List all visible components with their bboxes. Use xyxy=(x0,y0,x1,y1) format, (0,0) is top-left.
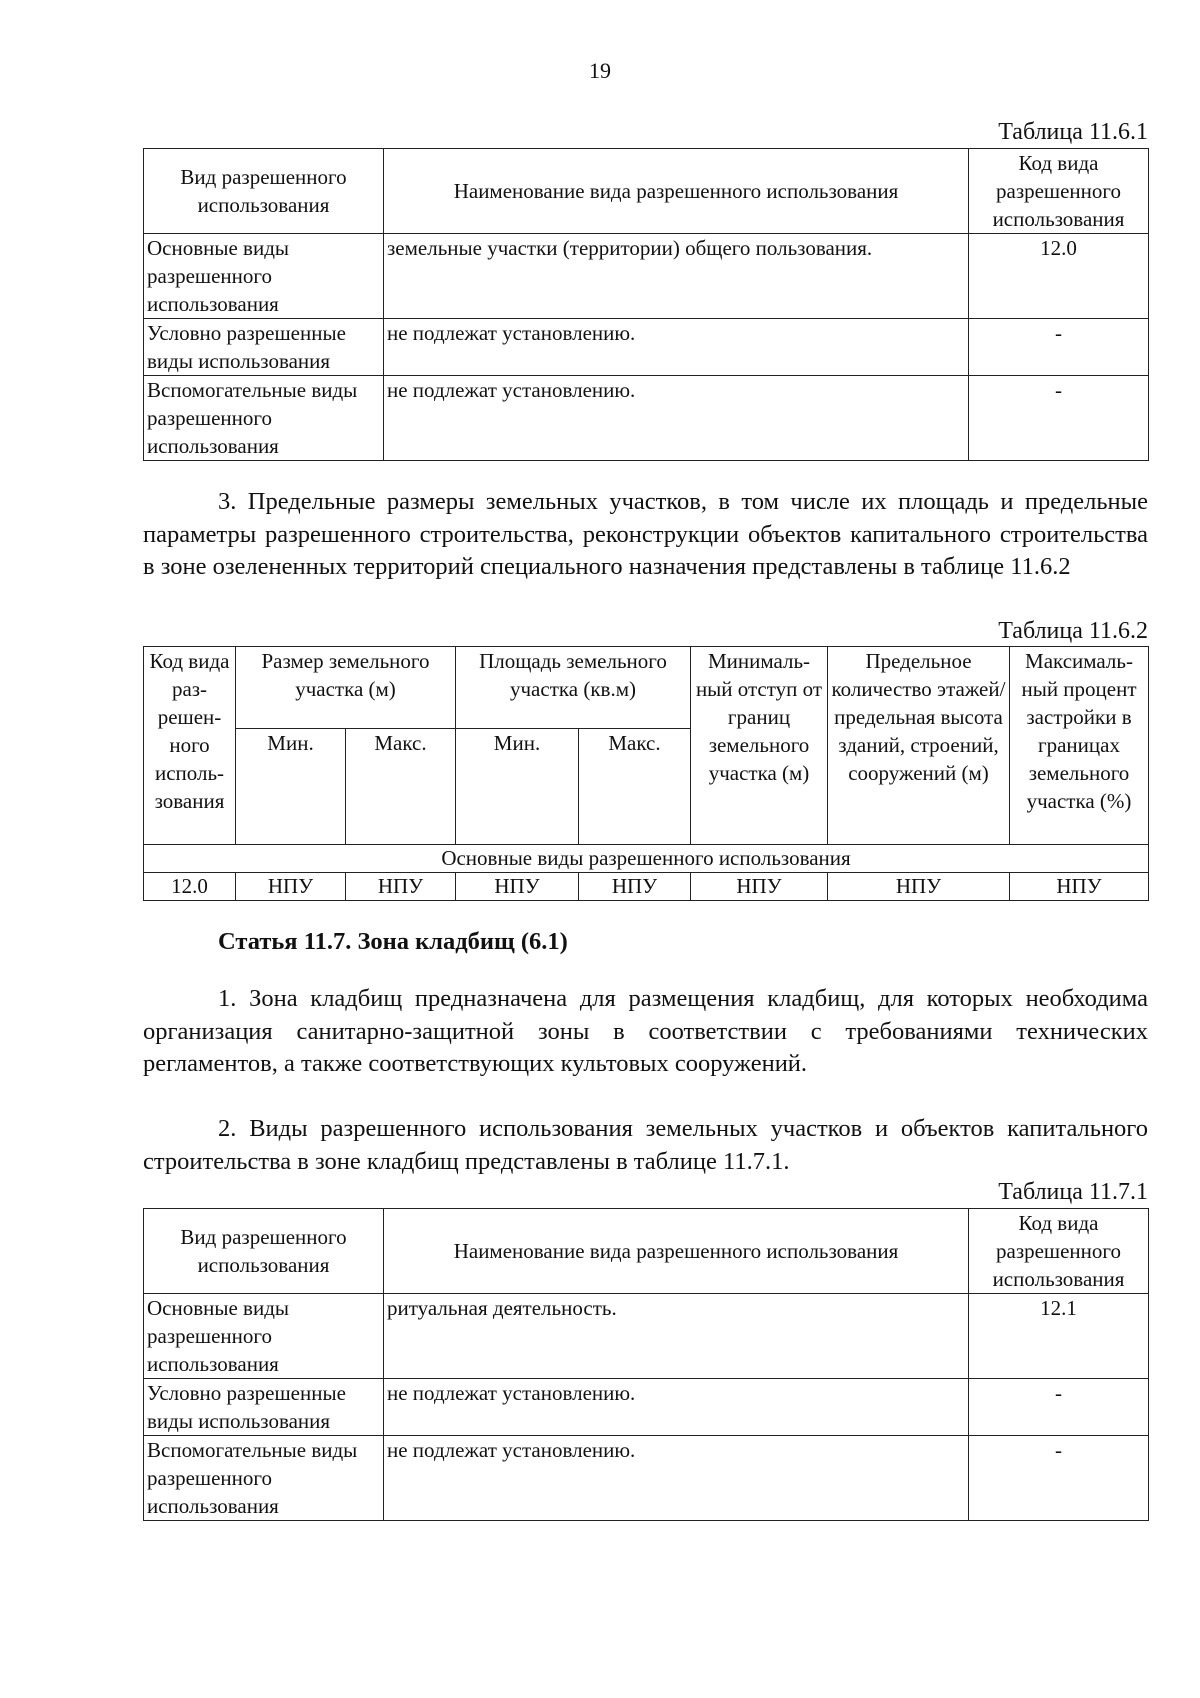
table-11-7-1 xyxy=(143,1208,1149,1521)
table-caption: Таблица 11.7.1 xyxy=(998,1179,1148,1205)
type-cell: Основные виды разрешенного использования xyxy=(144,234,384,319)
header-cell: Вид разрешенного использования xyxy=(144,1209,384,1294)
type-cell: Вспомогательные виды разрешенного использования xyxy=(144,1436,384,1521)
header-cell: Код вида разрешенного использования xyxy=(969,149,1149,234)
table-row xyxy=(144,1294,1149,1379)
header-floors: Предельное количество этажей/ предельная высота зданий, строений, сооружений (м) xyxy=(828,647,1010,845)
name-cell: не подлежат установлению. xyxy=(384,1379,969,1436)
table-11-6-2 xyxy=(143,646,1149,901)
code-cell: - xyxy=(969,1436,1149,1521)
name-cell: не подлежат установлению. xyxy=(384,376,969,461)
code-cell: - xyxy=(969,376,1149,461)
code-cell: 12.0 xyxy=(969,234,1149,319)
table-caption: Таблица 11.6.1 xyxy=(998,119,1148,145)
article-heading: Статья 11.7. Зона кладбищ (6.1) xyxy=(218,928,568,955)
header-cell: Наименование вида разрешенного использования xyxy=(384,1209,969,1294)
header-cell: Вид разрешенного использования xyxy=(144,149,384,234)
code-cell: 12.0 xyxy=(144,873,236,901)
header-max: Макс. xyxy=(579,729,691,845)
code-cell: - xyxy=(969,319,1149,376)
header-setback: Минималь-ный отступ от границ земельного участка (м) xyxy=(691,647,828,845)
name-cell: не подлежат установлению. xyxy=(384,319,969,376)
type-cell: Условно разрешенные виды использования xyxy=(144,1379,384,1436)
table-row xyxy=(144,234,1149,319)
code-cell: 12.1 xyxy=(969,1294,1149,1379)
header-cell: Код вида разрешенного использования xyxy=(969,1209,1149,1294)
header-cell: Наименование вида разрешенного использования xyxy=(384,149,969,234)
code-cell: - xyxy=(969,1379,1149,1436)
value-cell: НПУ xyxy=(1010,873,1149,901)
section-row: Основные виды разрешенного использования xyxy=(144,845,1149,873)
page-number: 19 xyxy=(589,58,611,83)
header-max: Макс. xyxy=(346,729,456,845)
header-min: Мин. xyxy=(456,729,579,845)
type-cell: Условно разрешенные виды использования xyxy=(144,319,384,376)
value-cell: НПУ xyxy=(579,873,691,901)
value-cell: НПУ xyxy=(456,873,579,901)
table-row xyxy=(144,873,1149,901)
header-area: Площадь земельного участка (кв.м) xyxy=(456,647,691,729)
header-code: Код вида раз-решен-ного исполь-зования xyxy=(144,647,236,845)
name-cell: не подлежат установлению. xyxy=(384,1436,969,1521)
paragraph-3: 3. Предельные размеры земельных участков, в том числе их площадь и предельные параметры разрешенного строительства, реконструкции объектов капитального строительства в зоне озелененных территорий специального назначения представлены в таблице 11.6.2 xyxy=(143,488,1148,580)
value-cell: НПУ xyxy=(236,873,346,901)
value-cell: НПУ xyxy=(346,873,456,901)
value-cell: НПУ xyxy=(691,873,828,901)
table-row xyxy=(144,1379,1149,1436)
type-cell: Вспомогательные виды разрешенного использования xyxy=(144,376,384,461)
table-row xyxy=(144,1436,1149,1521)
header-coverage: Максималь-ный процент застройки в границах земельного участка (%) xyxy=(1010,647,1149,845)
value-cell: НПУ xyxy=(828,873,1010,901)
table-11-6-1 xyxy=(143,148,1149,461)
table-row xyxy=(144,376,1149,461)
type-cell: Основные виды разрешенного использования xyxy=(144,1294,384,1379)
name-cell: ритуальная деятельность. xyxy=(384,1294,969,1379)
name-cell: земельные участки (территории) общего пользования. xyxy=(384,234,969,319)
header-size: Размер земельного участка (м) xyxy=(236,647,456,729)
table-row xyxy=(144,319,1149,376)
paragraph-1: 1. Зона кладбищ предназначена для размещения кладбищ, для которых необходима организация санитарно-защитной зоны в соответствии с требованиями технических регламентов, а также соответствующих культовых сооружений. xyxy=(143,985,1148,1077)
paragraph-2: 2. Виды разрешенного использования земельных участков и объектов капитального строительства в зоне кладбищ представлены в таблице 11.7.1. xyxy=(143,1115,1148,1175)
header-min: Мин. xyxy=(236,729,346,845)
table-caption: Таблица 11.6.2 xyxy=(998,618,1148,644)
